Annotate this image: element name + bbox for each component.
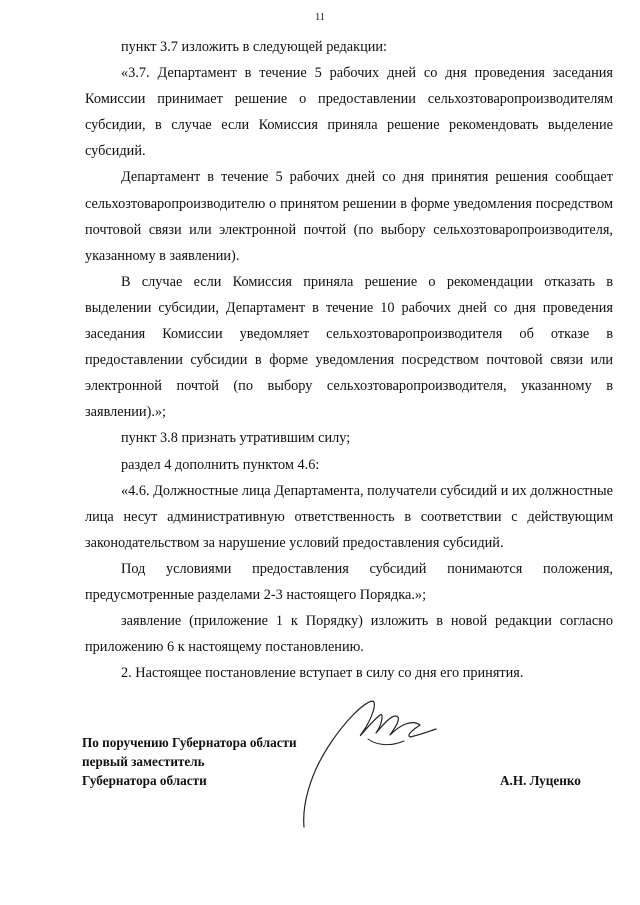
paragraph: «4.6. Должностные лица Департамента, получатели субсидий и их должностные лица несут административную ответственность в соответствии с действующим законодательством за нарушение условий предоставления субсидий. [85, 482, 613, 551]
signatory-line: Губернатора области [82, 773, 207, 788]
signatory-line: По поручению Губернатора области [82, 735, 297, 750]
document-body [85, 34, 613, 686]
paragraph: Департамент в течение 5 рабочих дней со дня принятия решения сообщает сельхозтоваропроизводителю о принятом решении в форме уведомления посредством почтовой связи или электронной почтой (по выбору сельхозтоваропроизводителя, указанному в заявлении). [85, 169, 613, 264]
signatory-name: А.Н. Луценко [500, 773, 581, 788]
paragraph: 2. Настоящее постановление вступает в силу со дня его принятия. [121, 665, 524, 682]
page-number: 11 [315, 12, 325, 23]
paragraph: Под условиями предоставления субсидий понимаются положения, предусмотренные разделами 2-3 настоящего Порядка.»; [85, 560, 613, 603]
paragraph: В случае если Комиссия приняла решение о рекомендации отказать в выделении субсидии, Департамент в течение 10 рабочих дней со дня проведения заседания Комиссии уведомляет сельхозтоваропроизводителя об отказе в предоставлении субсидии в форме уведомления посредством почтовой связи или электронной почтой (по выбору сельхозтоваропроизводителя, указанному в заявлении).»; [85, 273, 613, 421]
paragraph: пункт 3.8 признать утратившим силу; [121, 430, 351, 447]
paragraph: заявление (приложение 1 к Порядку) изложить в новой редакции согласно приложению 6 к настоящему постановлению. [85, 613, 613, 656]
paragraph: пункт 3.7 изложить в следующей редакции: [121, 39, 388, 55]
paragraph: раздел 4 дополнить пунктом 4.6: [121, 456, 320, 473]
signatory-line: первый заместитель [82, 754, 205, 769]
signatory-title-block [82, 733, 297, 790]
paragraph: «3.7. Департамент в течение 5 рабочих дней со дня проведения заседания Комиссии принимает решение о предоставлении сельхозтоваропроизводителям субсидии, в случае если Комиссия приняла решение рекомендовать выделение субсидий. [85, 65, 613, 160]
handwritten-signature [280, 685, 460, 835]
